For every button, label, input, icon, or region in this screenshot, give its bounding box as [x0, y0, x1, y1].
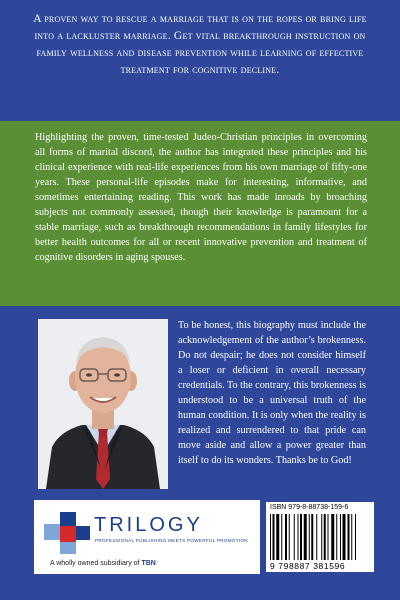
barcode-digits: 9 798887 381596 [270, 561, 346, 571]
publisher-tagline: PROFESSIONAL PUBLISHING MEETS POWERFUL PROMOTION [95, 538, 248, 543]
author-bio: To be honest, this biography must include the acknowledgement of the author’s brokenness. Do not despair; he does not consider himself a loser or deficient in overall necessary credentials. To the contrary, this brokenness is understood to be a universal truth of the human condition. It is only when the reality is realized and surrendered to that pride can move aside and allow a power greater than itself to do its wonders. Thanks be to God! [178, 320, 366, 466]
description-text: Highlighting the proven, time-tested Judeo-Christian principles in overcoming all forms of marital discord, the author has integrated these principles and his clinical experience with real-life experiences from his own marriage of fifty-one years. These personal-life episodes make for interesting, informative, and sometimes entertaining reading. This work has made inroads by broaching subjects not commonly assessed, though their knowledge is paramount for a stable marriage, such as breakthrough recommendations in family lifestyles for better health outcomes for all or recent innovative prevention and treatment of cognitive disorders in aging spouses. [35, 132, 367, 263]
isbn-label: ISBN 979-8-88738-159-6 [270, 504, 349, 511]
trilogy-logo-icon [42, 510, 92, 556]
tagline: A proven way to rescue a marriage that is on the ropes or bring life into a lackluster marriage. Get vital breakthrough instruction on family wellness and disease prevention while learning of effective treatment for cognitive decline. [33, 12, 367, 76]
subsidiary-line [50, 560, 156, 567]
publisher-logo-panel [34, 500, 260, 574]
isbn-barcode-panel [266, 502, 374, 572]
subsidiary-name: TBN [141, 560, 156, 567]
barcode-icon [270, 514, 370, 560]
author-photo [38, 319, 168, 489]
subsidiary-prefix: A wholly owned subsidiary of [50, 560, 140, 567]
publisher-name: TRILOGY [94, 514, 203, 536]
